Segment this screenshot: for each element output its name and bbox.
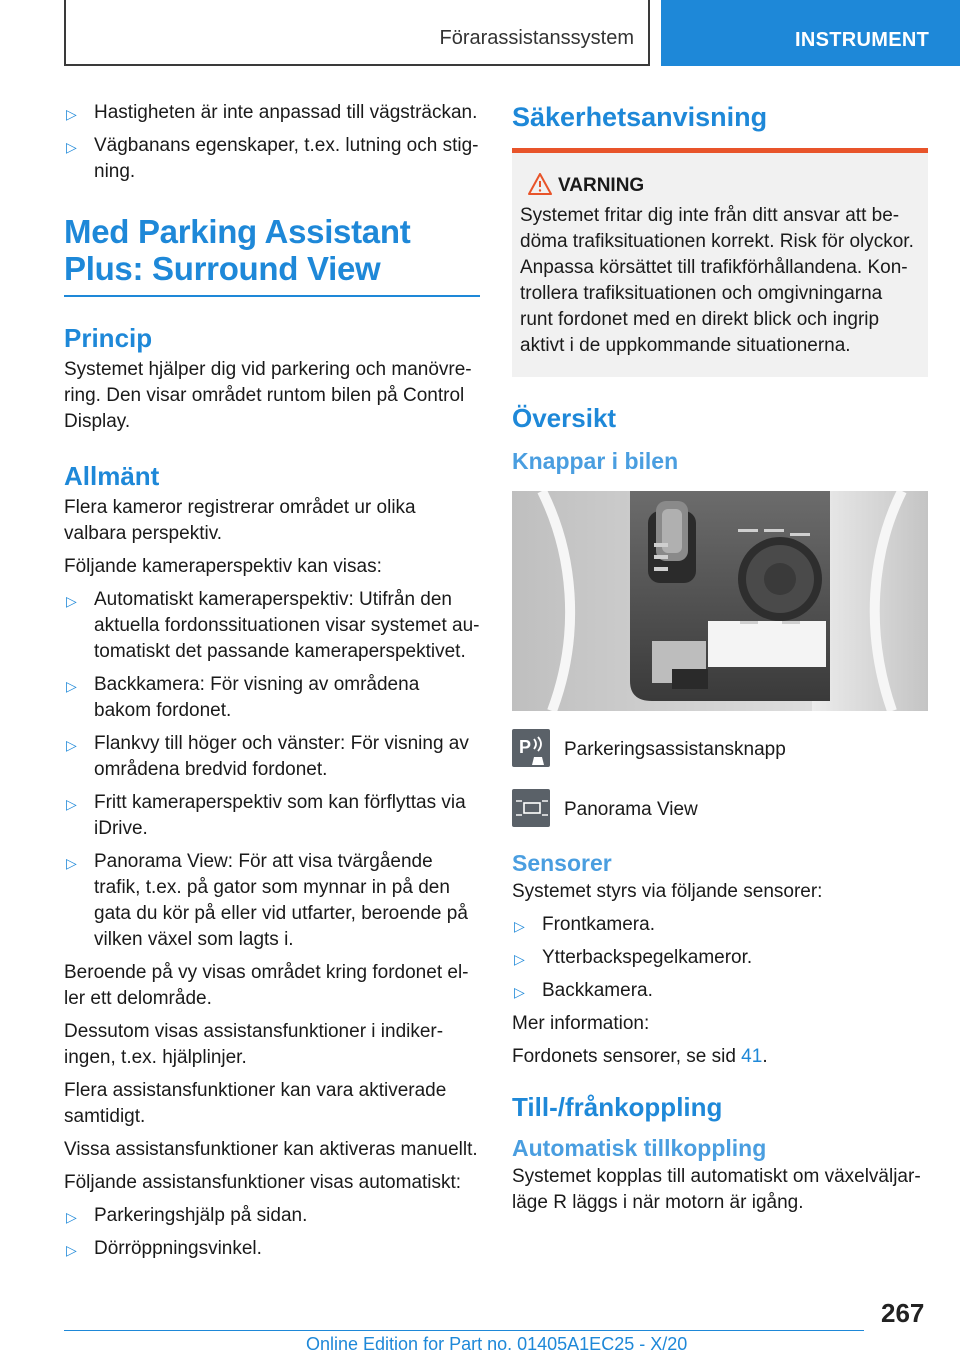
paragraph: Beroende på vy visas området kring fordonet el-ler ett delområde. <box>64 962 469 1009</box>
list-item: ▷ Ytterbackspegelkameror. <box>512 945 928 971</box>
switch-heading: Till-/frånkoppling <box>512 1092 723 1122</box>
bullet-triangle-icon: ▷ <box>66 855 77 871</box>
list-item: ▷ Automatiskt kameraperspektiv: Utifrån den aktuella fordonssituationen visar systemet au-tomatiskt det passande kameraperspektivet. <box>66 589 480 662</box>
bullet-triangle-icon: ▷ <box>514 918 525 934</box>
bullet-triangle-icon: ▷ <box>66 796 77 812</box>
bullet-triangle-icon: ▷ <box>66 678 77 694</box>
auto-on-text: Systemet kopplas till automatiskt om växelväljar-läge R läggs i när motorn är igång. <box>512 1166 921 1213</box>
list-item: ▷ Panorama View: För att visa tvärgående trafik, t.ex. på gator som mynnar in på den gata du kör på eller vid utfarter, beroende på vilken växel som lagts i. <box>66 851 468 950</box>
warning-header <box>520 173 920 199</box>
paragraph: Flera assistansfunktioner kan vara aktiverade samtidigt. <box>64 1080 447 1127</box>
warning-label: VARNING <box>558 175 645 196</box>
general-heading: Allmänt <box>64 461 160 491</box>
principle-text: Systemet hjälper dig vid parkering och manövre-ring. Den visar området runtom bilen på Control Display. <box>64 359 472 432</box>
bullet-triangle-icon: ▷ <box>66 1209 77 1225</box>
warning-box <box>512 153 928 377</box>
list-item: ▷ Parkeringshjälp på sidan. <box>64 1203 480 1229</box>
header-section-tab <box>64 0 650 66</box>
bullet-triangle-icon: ▷ <box>66 1242 77 1258</box>
left-column <box>64 100 480 1269</box>
legend-item <box>512 729 928 777</box>
bullet-triangle-icon: ▷ <box>66 737 77 753</box>
principle-heading: Princip <box>64 323 153 353</box>
page-link[interactable]: 41 <box>741 1046 763 1067</box>
list-item: ▷ Fritt kameraperspektiv som kan förflyttas via iDrive. <box>66 792 466 839</box>
paragraph: Följande assistansfunktioner visas automatiskt: <box>64 1172 462 1193</box>
buttons-heading: Knappar i bilen <box>512 448 679 474</box>
sensor-reference: Fordonets sensorer, se sid 41. <box>512 1046 768 1067</box>
general-text: Flera kameror registrerar området ur olika valbara perspektiv. <box>64 497 416 544</box>
header-chapter-tab <box>661 0 960 66</box>
list-item: ▷ Flankvy till höger och vänster: För visning av områdena bredvid fordonet. <box>66 733 469 780</box>
list-item: ▷ Backkamera: För visning av områdena bakom fordonet. <box>66 674 420 721</box>
legend-label: Panorama View <box>564 799 698 820</box>
paragraph: Dessutom visas assistansfunktioner i indiker-ingen, t.ex. hjälplinjer. <box>64 1021 444 1068</box>
section-title: Förarassistanssystem <box>439 27 634 49</box>
svg-text:P: P <box>519 737 532 757</box>
footer-text: Online Edition for Part no. 01405A1EC25 - X/20 <box>306 1334 688 1354</box>
legend-item <box>512 789 928 837</box>
warning-triangle-icon <box>528 173 552 195</box>
bullet-triangle-icon: ▷ <box>514 951 525 967</box>
bullet-triangle-icon: ▷ <box>66 106 77 122</box>
perspectives-intro: Följande kameraperspektiv kan visas: <box>64 556 382 577</box>
sensors-intro: Systemet styrs via följande sensorer: <box>512 881 823 902</box>
panorama-view-icon <box>512 789 550 827</box>
bullet-triangle-icon: ▷ <box>66 139 77 155</box>
bullet-triangle-icon: ▷ <box>514 984 525 1000</box>
center-console-photo <box>512 491 928 711</box>
list-item: ▷ Backkamera. <box>512 978 928 1004</box>
auto-on-heading: Automatisk tillkoppling <box>512 1135 767 1161</box>
paragraph: Vissa assistansfunktioner kan aktiveras manuellt. <box>64 1139 478 1160</box>
sensors-heading: Sensorer <box>512 850 612 876</box>
warning-text: Systemet fritar dig inte från ditt ansvar att be-döma trafiksituationen korrekt. Risk för olyckor. Anpassa körsättet till trafikförhållandena. Kon-trollera trafiksituationen och omgivningarna runt fordonet med en direkt blick och ingrip aktivt i de uppkommande situationerna. <box>520 205 914 356</box>
overview-heading: Översikt <box>512 403 617 433</box>
footer-divider <box>64 1330 864 1331</box>
list-item: ▷ Frontkamera. <box>512 912 928 938</box>
parking-assist-icon <box>512 729 550 767</box>
chapter-title: INSTRUMENT <box>795 29 930 51</box>
list-item: ▷ Vägbanans egenskaper, t.ex. lutning och stig-ning. <box>66 135 479 182</box>
list-item: ▷ Hastigheten är inte anpassad till vägsträckan. <box>64 100 480 126</box>
safety-heading: Säkerhetsanvisning <box>512 100 928 153</box>
more-info-label: Mer information: <box>512 1013 650 1034</box>
main-title: Med Parking Assistant Plus: Surround View <box>64 213 480 297</box>
list-item: ▷ Dörröppningsvinkel. <box>64 1236 480 1262</box>
bullet-triangle-icon: ▷ <box>66 593 77 609</box>
page-number: 267 <box>881 1298 925 1328</box>
right-column <box>512 100 928 1223</box>
legend-label: Parkeringsassistansknapp <box>564 739 786 760</box>
